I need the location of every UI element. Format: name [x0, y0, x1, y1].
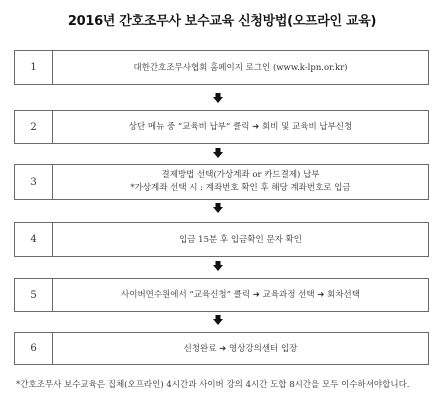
step-text-line: 대한간호조무사협회 홈페이지 로그인 (www.k-lpn.or.kr): [133, 62, 348, 73]
step-box-2: [14, 110, 429, 144]
step-note-line: *가상계좌 선택 시 : 계좌번호 확인 후 해당 계좌번호로 입금: [130, 183, 351, 193]
step-description: [53, 51, 428, 84]
down-arrow-icon: [213, 93, 223, 103]
step-text-line: 입금 15분 후 입금확인 문자 확인: [179, 234, 302, 245]
down-arrow-icon: [213, 261, 223, 271]
step-box-4: [14, 222, 429, 257]
step-box-5: [14, 278, 429, 312]
footnote: *간호조무사 보수교육은 집체(오프라인) 4시간과 사이버 강의 4시간 도합 8시간을 모두 이수하셔야합니다.: [16, 380, 410, 390]
step-description: [53, 165, 428, 199]
step-number: 2: [15, 111, 53, 143]
step-number: 1: [15, 51, 53, 84]
step-text-line: 결제방법 선택(가상계좌 or 카드결제) 납부: [161, 170, 320, 180]
step-box-6: [14, 332, 429, 365]
down-arrow-icon: [213, 203, 223, 213]
step-description: [53, 223, 428, 256]
step-number: 4: [15, 223, 53, 256]
step-text-line: 신청완료 ➜ 영상강의센터 입장: [183, 343, 298, 354]
step-description: [53, 111, 428, 143]
page-title: 2016년 간호조무사 보수교육 신청방법(오프라인 교육): [67, 14, 377, 29]
step-description: [53, 333, 428, 364]
step-text-line: 상단 메뉴 중 “교육비 납부” 클릭 ➜ 회비 및 교육비 납부신청: [128, 122, 353, 132]
step-number: 5: [15, 279, 53, 311]
step-box-1: [14, 50, 429, 85]
down-arrow-icon: [213, 148, 223, 158]
down-arrow-icon: [213, 315, 223, 325]
step-box-3: [14, 164, 429, 200]
step-number: 3: [15, 165, 53, 199]
step-description: [53, 279, 428, 311]
step-text-line: 사이버연수원에서 “교육신청” 클릭 ➜ 교육과정 선택 ➜ 회차선택: [121, 290, 360, 300]
step-number: 6: [15, 333, 53, 364]
